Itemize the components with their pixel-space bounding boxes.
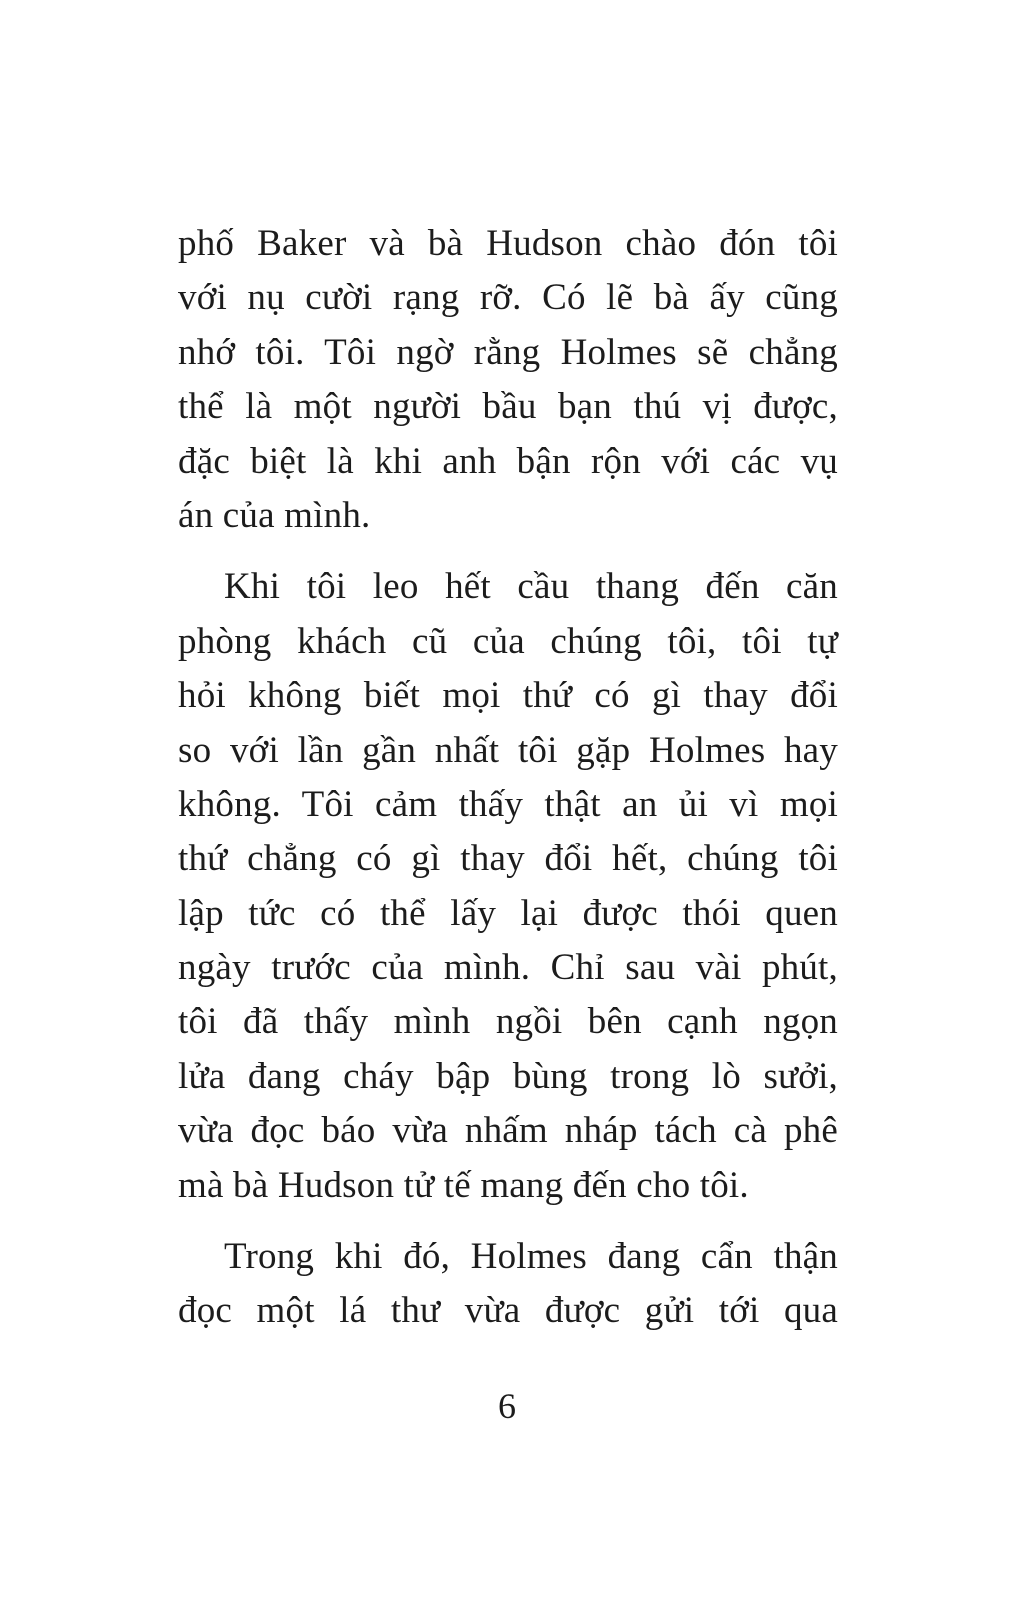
paragraph-spacer (178, 543, 838, 560)
text-line: so với lần gần nhất tôi gặp Holmes hay (178, 729, 838, 771)
text-line: phố Baker và bà Hudson chào đón tôi (178, 223, 838, 264)
text-line: ngày trước của mình. Chỉ sau vài phút, (178, 947, 838, 989)
text-line: phòng khách cũ của chúng tôi, tôi tự (178, 620, 838, 662)
page-number: 6 (498, 1386, 516, 1426)
text-line: lập tức có thể lấy lại được thói quen (178, 892, 838, 934)
text-line: lửa đang cháy bập bùng trong lò sưởi, (178, 1055, 838, 1097)
text-line: tôi đã thấy mình ngồi bên cạnh ngọn (178, 1001, 838, 1043)
text-line: mà bà Hudson tử tế mang đến cho tôi. (178, 1164, 749, 1206)
paragraph-3 (178, 1230, 838, 1339)
paragraph-2 (178, 560, 838, 1213)
text-line: với nụ cười rạng rỡ. Có lẽ bà ấy cũng (178, 277, 838, 319)
paragraph-1 (178, 217, 838, 543)
body-text (178, 217, 838, 1339)
text-line: thứ chẳng có gì thay đổi hết, chúng tôi (178, 838, 838, 880)
paragraph-spacer (178, 1213, 838, 1230)
text-line: án của mình. (178, 494, 371, 536)
text-line: Khi tôi leo hết cầu thang đến căn (224, 566, 838, 608)
text-line: Trong khi đó, Holmes đang cẩn thận (224, 1236, 838, 1278)
text-line: đọc một lá thư vừa được gửi tới qua (178, 1290, 838, 1332)
text-line: hỏi không biết mọi thứ có gì thay đổi (178, 675, 838, 717)
text-line: nhớ tôi. Tôi ngờ rằng Holmes sẽ chẳng (178, 331, 838, 373)
text-line: không. Tôi cảm thấy thật an ủi vì mọi (178, 783, 838, 825)
text-line: đặc biệt là khi anh bận rộn với các vụ (178, 440, 838, 482)
text-line: vừa đọc báo vừa nhấm nháp tách cà phê (178, 1110, 838, 1152)
text-line: thể là một người bầu bạn thú vị được, (178, 386, 838, 428)
